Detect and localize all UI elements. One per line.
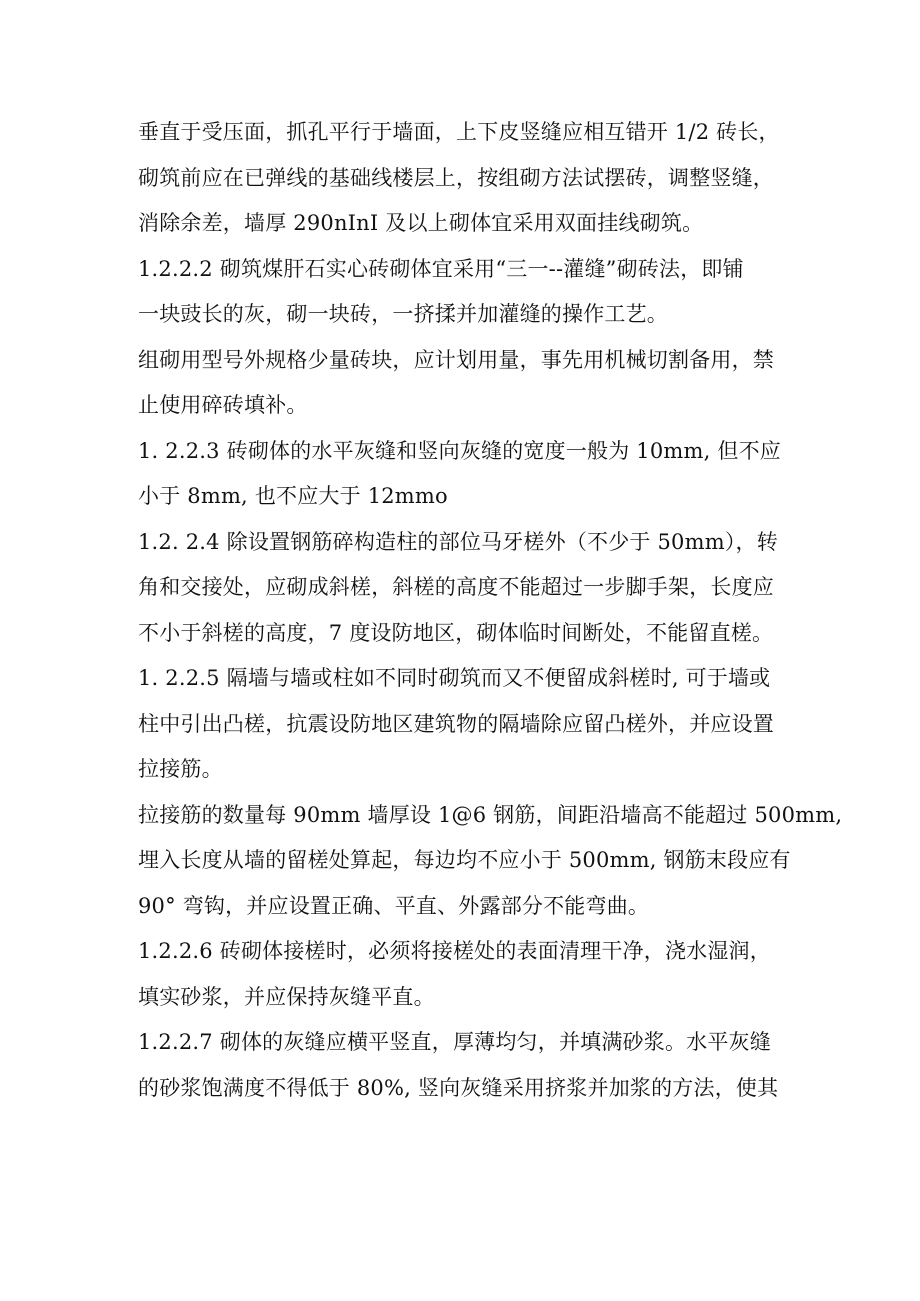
text-line: 埋入长度从墙的留槎处算起，每边均不应小于 500mm, 钢筋末段应有 [138, 848, 791, 872]
text-line: 一块豉长的灰，砌一块砖，一挤揉并加灌缝的操作工艺。 [138, 302, 668, 326]
text-line: 角和交接处，应砌成斜槎，斜槎的高度不能超过一步脚手架，长度应 [138, 575, 774, 599]
text-line: 1.2.2.7 砌体的灰缝应横平竖直，厚薄均匀，并填满砂浆。水平灰缝 [138, 1030, 771, 1054]
text-line: 1. 2.2.3 砖砌体的水平灰缝和竖向灰缝的宽度一般为 10mm, 但不应 [138, 438, 781, 463]
text-line: 消除余差，墙厚 290nInI 及以上砌体宜采用双面挂线砌筑。 [138, 211, 704, 235]
text-line: 填实砂浆，并应保持灰缝平直。 [138, 984, 435, 1009]
text-line: 组砌用型号外规格少量砖块，应计划用量，事先用机械切割备用，禁 [138, 347, 774, 372]
text-line: 不小于斜槎的高度，7 度设防地区，砌体临时间断处，不能留直槎。 [138, 620, 774, 645]
text-line: 砌筑前应在已弹线的基础线楼层上，按组砌方法试摆砖，调整竖缝， [138, 165, 774, 190]
text-line: 止使用碎砖填补。 [138, 393, 308, 417]
document-body [138, 110, 843, 1111]
text-line: 拉接筋。 [138, 757, 223, 781]
text-line: 1.2.2.2 砌筑煤肝石实心砖砌体宜采用“三一--灌缝”砌砖法，即铺 [138, 256, 744, 281]
text-line: 的砂浆饱满度不得低于 80%, 竖向灰缝采用挤浆并加浆的方法，使其 [138, 1075, 779, 1100]
text-line: 90° 弯钩，并应设置正确、平直、外露部分不能弯曲。 [138, 893, 650, 918]
text-line: 小于 8mm, 也不应大于 12mmo [138, 484, 448, 508]
text-line: 1. 2.2.5 隔墙与墙或柱如不同时砌筑而又不便留成斜槎时, 可于墙或 [138, 666, 771, 690]
text-line: 垂直于受压面，抓孔平行于墙面，上下皮竖缝应相互错开 1/2 砖长， [138, 120, 780, 144]
text-line: 1.2. 2.4 除设置钢筋碎构造柱的部位马牙槎外（不少于 50mm），转 [138, 529, 778, 554]
text-line: 1.2.2.6 砖砌体接槎时，必须将接槎处的表面清理干净，浇水湿润， [138, 939, 771, 963]
text-line: 柱中引出凸槎，抗震设防地区建筑物的隔墙除应留凸槎外，并应设置 [138, 711, 774, 736]
text-line: 拉接筋的数量每 90mm 墙厚设 1@6 钢筋，间距沿墙高不能超过 500mm, [138, 802, 843, 827]
